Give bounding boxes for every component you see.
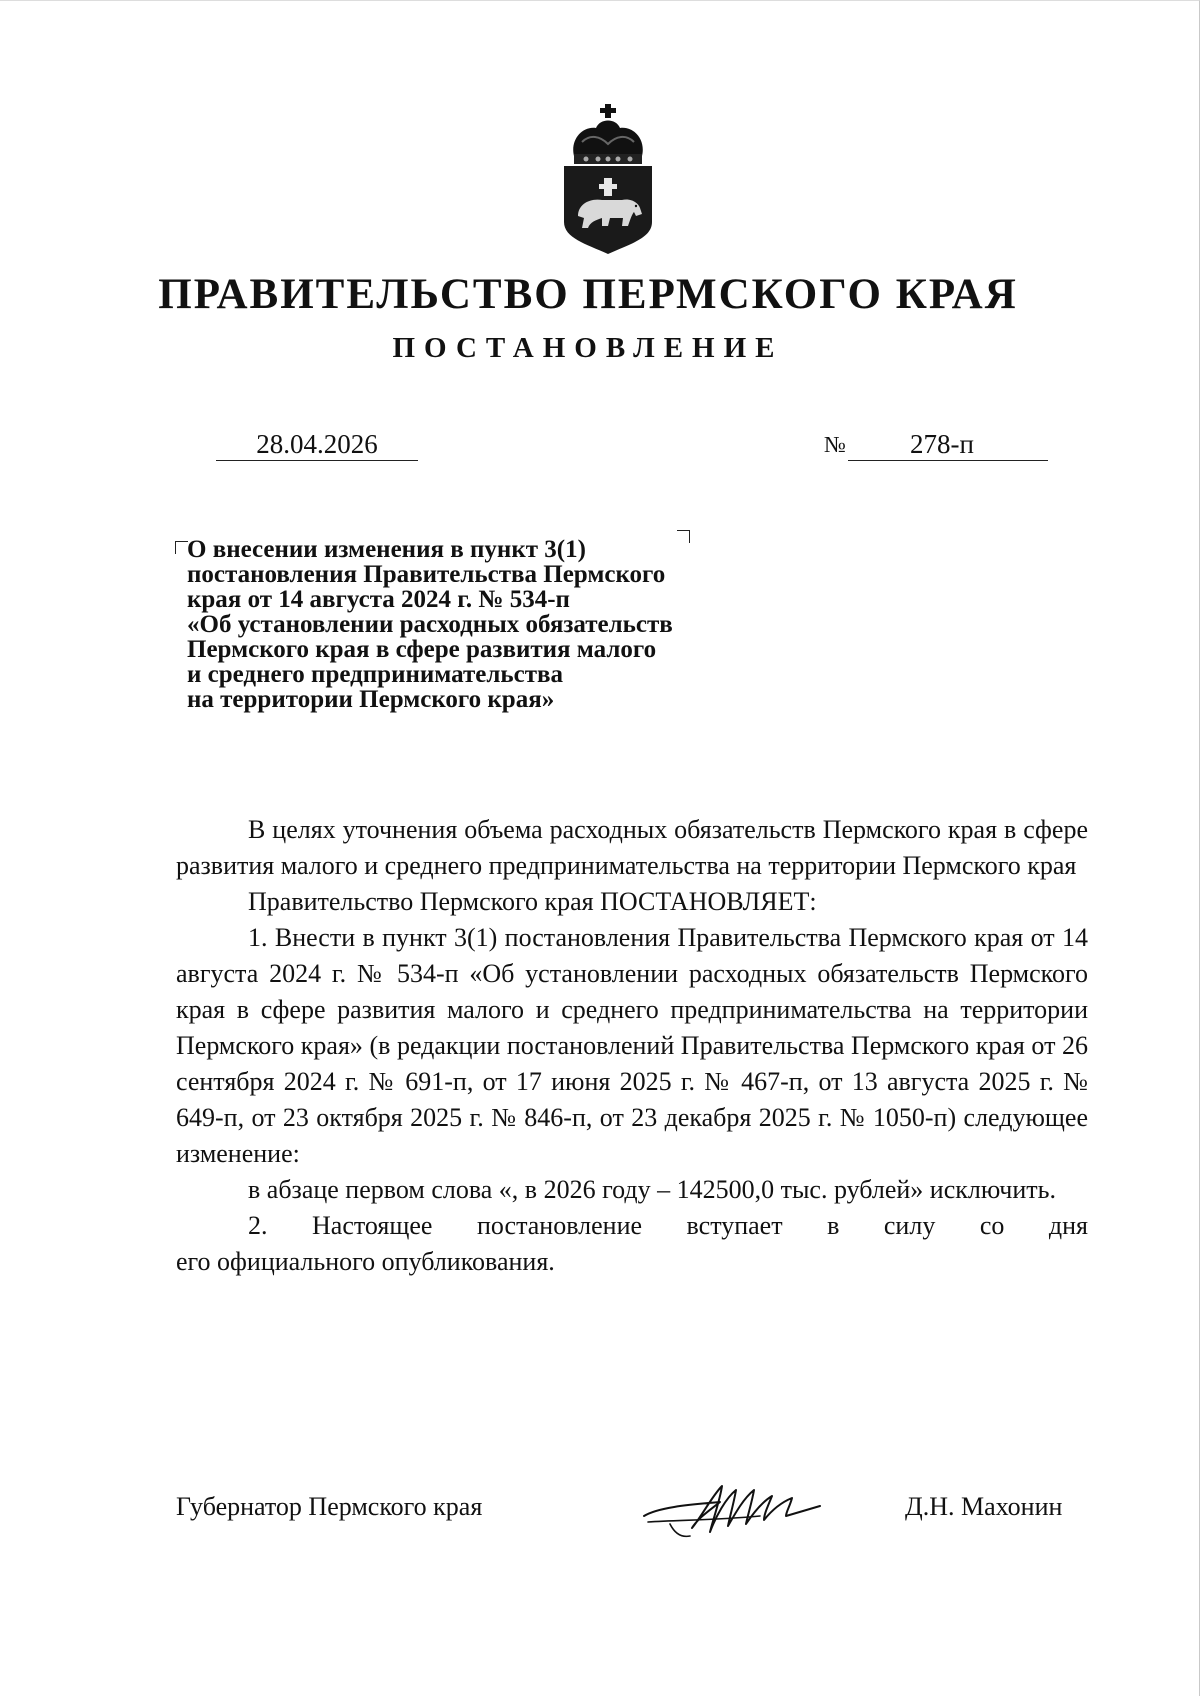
document-type: ПОСТАНОВЛЕНИЕ	[392, 332, 784, 364]
document-subject	[187, 537, 787, 712]
subject-line: постановления Правительства Пермского	[187, 561, 666, 588]
subject-line: О внесении изменения в пункт 3(1)	[187, 536, 586, 563]
item-1-paragraph: 1. Внести в пункт 3(1) постановления Правительства Пермского края от 14 августа 2024 г. № 534-п «Об установлении расходных обязательств Пермского края в сфере развития малого и среднего предпринимательства на территории Пермского края» (в редакции постановлений Правительства Пермского края от 26 сентября 2024 г. № 691-п, от 17 июня 2025 г. № 467-п, от 13 августа 2025 г. № 649-п, от 23 октября 2025 г. № 846-п, от 23 декабря 2025 г. № 1050-п) следующее изменение:	[176, 923, 1088, 1168]
document-body	[176, 812, 1088, 1280]
coat-of-arms-icon	[560, 104, 656, 254]
number-label: №	[824, 432, 846, 457]
subject-line: края от 14 августа 2024 г. № 534-п	[187, 586, 570, 613]
document-number-field	[848, 429, 1048, 461]
organization-title: ПРАВИТЕЛЬСТВО ПЕРМСКОГО КРАЯ	[158, 271, 1018, 318]
signer-position: Губернатор Пермского края	[176, 1492, 483, 1521]
item-2-line-1: 2. Настоящее постановление вступает в силу со дня	[248, 1211, 1088, 1240]
document-date-field	[216, 429, 418, 461]
document-date: 28.04.2026	[256, 429, 378, 459]
signature-icon	[640, 1476, 825, 1546]
resolves-paragraph: Правительство Пермского края ПОСТАНОВЛЯЕТ:	[248, 887, 817, 916]
document-number: 278-п	[910, 429, 974, 459]
subject-line: Пермского края в сфере развития малого	[187, 636, 657, 663]
preamble-paragraph: В целях уточнения объема расходных обязательств Пермского края в сфере развития малого и среднего предпринимательства на территории Пермского края	[176, 815, 1088, 880]
subject-line: на территории Пермского края»	[187, 686, 555, 713]
item-1-change-paragraph: в абзаце первом слова «, в 2026 году – 142500,0 тыс. рублей» исключить.	[248, 1175, 1056, 1204]
subject-line: «Об установлении расходных обязательств	[187, 611, 673, 638]
signer-name: Д.Н. Махонин	[905, 1492, 1063, 1521]
subject-line: и среднего предпринимательства	[187, 661, 564, 688]
item-2-line-2: его официального опубликования.	[176, 1247, 555, 1276]
